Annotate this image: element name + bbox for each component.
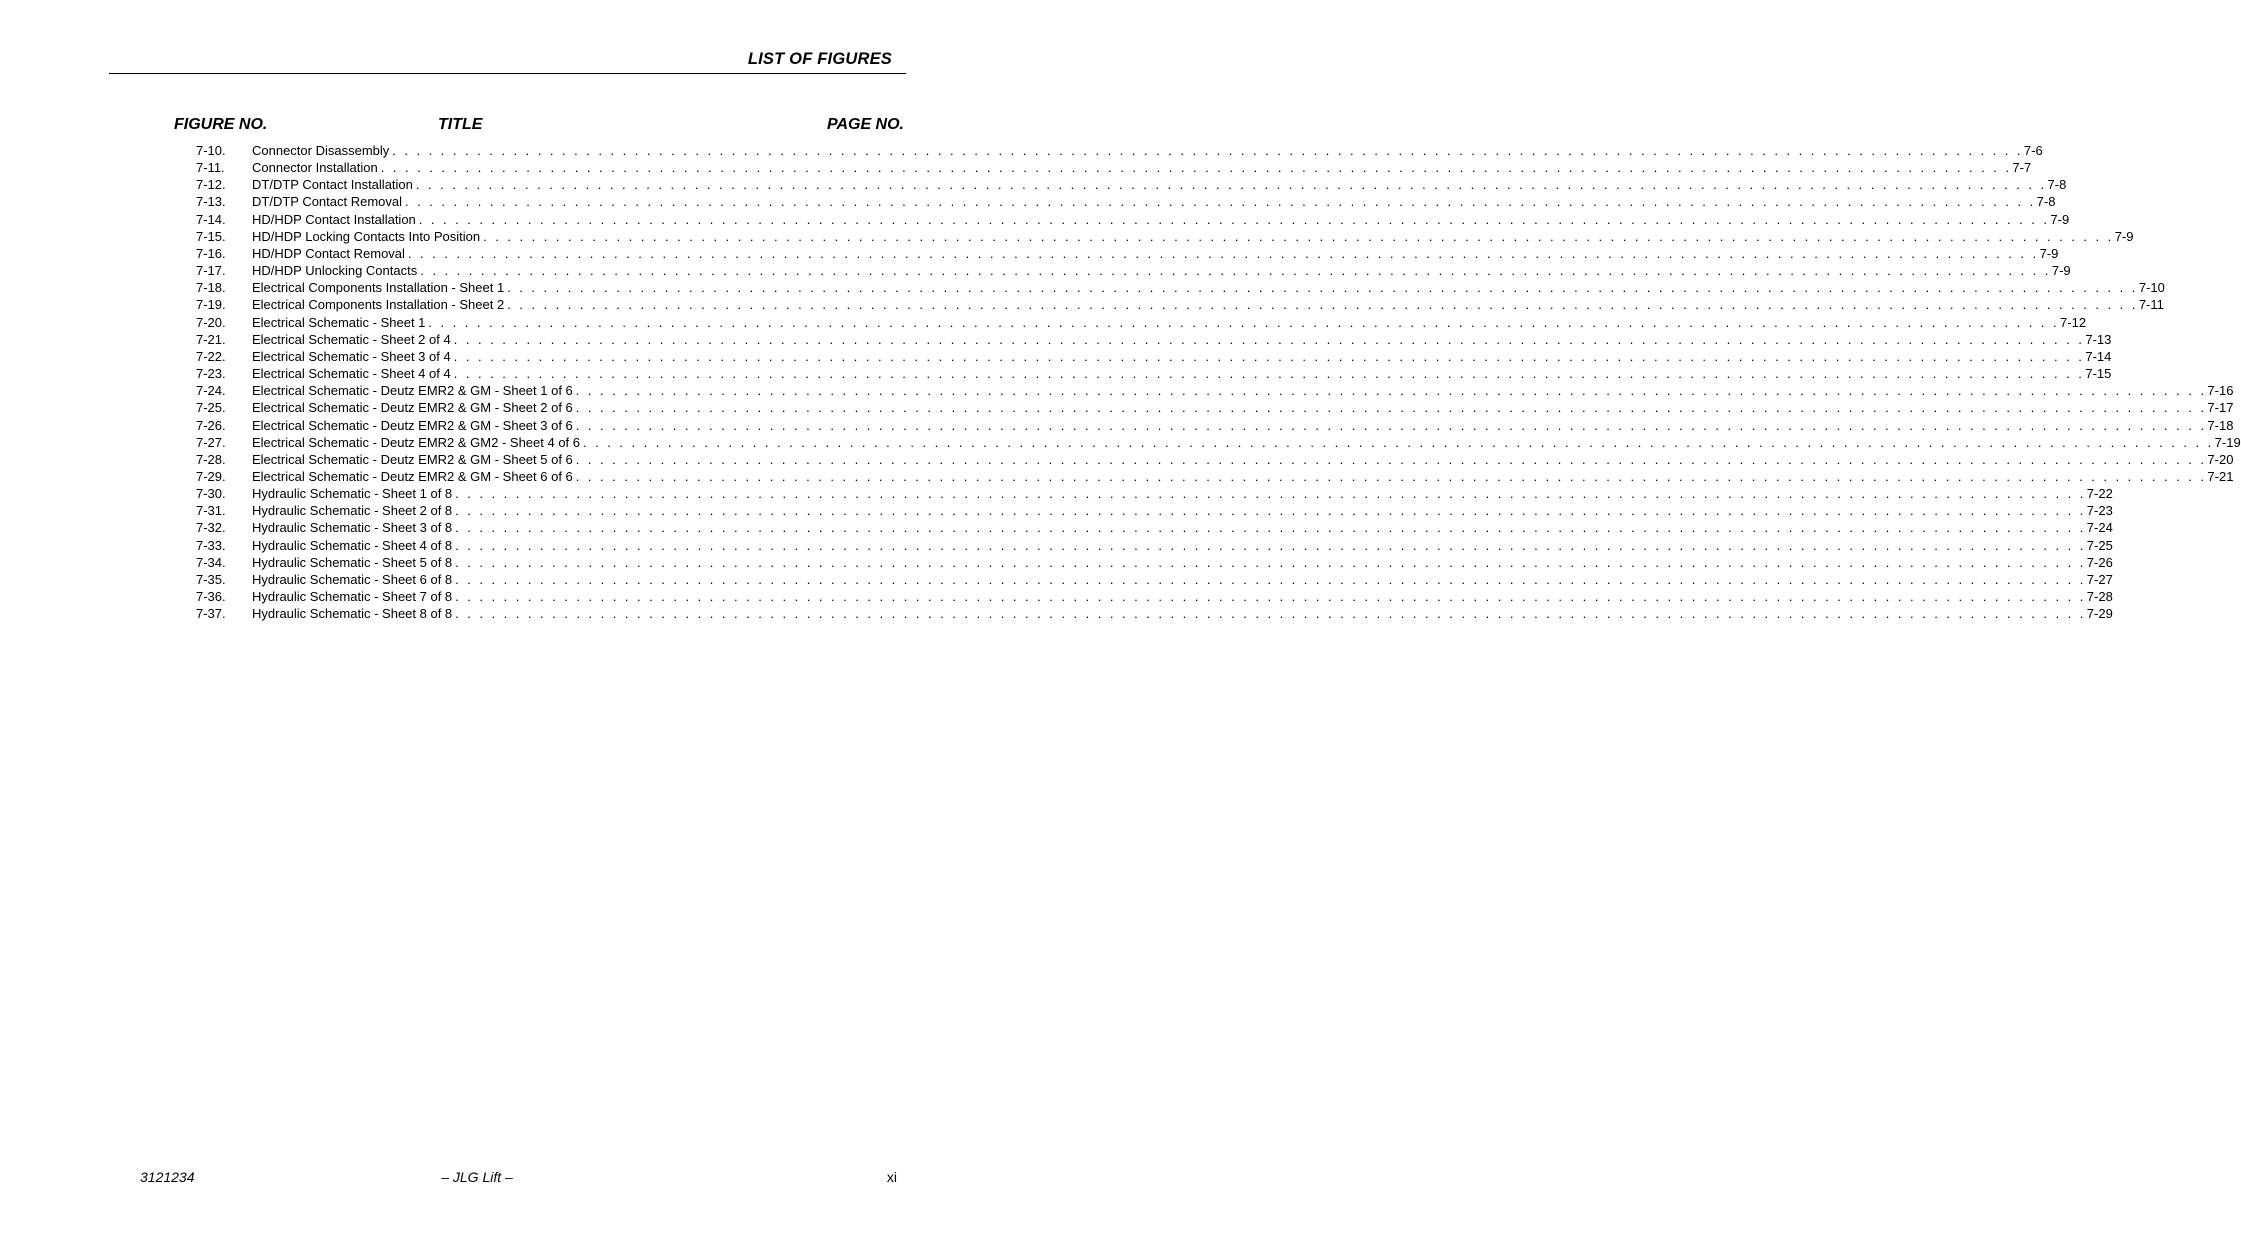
figure-number: 7-16. (196, 245, 226, 261)
list-item (196, 606, 2113, 623)
dot-leader: . . . . . . . . . . . . . . . . . . . . . . . . . . . . . . . . . . . . . . . . . . . . . . . . . . . . . . . . . . . . . . . . . . . . . . . . . . . . . . . . . . . . . . . . . . . . . . . . . . . . . . . . . . . . . . . . . . . . . . . . . . . . . . . . . . . . . . . (575, 417, 2207, 433)
figure-title: Electrical Schematic - Deutz EMR2 & GM - Sheet 1 of 6 (252, 383, 576, 398)
dot-leader: . . . . . . . . . . . . . . . . . . . . . . . . . . . . . . . . . . . . . . . . . . . . . . . . . . . . . . . . . . . . . . . . . . . . . . . . . . . . . . . . . . . . . . . . . . . . . . . . . . . . . . . . . . . . . . . . . . . . . . . . . . . . . . . . . . . . . . . (455, 606, 2086, 622)
figure-title: HD/HDP Unlocking Contacts (252, 263, 420, 278)
list-item (196, 451, 2234, 469)
figure-title: Electrical Schematic - Deutz EMR2 & GM - Sheet 6 of 6 (252, 469, 576, 484)
figure-title: Hydraulic Schematic - Sheet 6 of 8 (252, 572, 455, 587)
figure-page: 7-23 (2086, 503, 2113, 519)
figure-page: 7-16 (2207, 383, 2234, 399)
figure-title: Connector Disassembly (252, 143, 392, 158)
figure-title: Electrical Components Installation - Sheet 1 (252, 280, 507, 295)
figure-title: Electrical Components Installation - Sheet 2 (252, 297, 507, 312)
list-item (196, 537, 2113, 555)
list-item (196, 143, 2043, 160)
figure-number: 7-22. (196, 348, 226, 364)
list-item (196, 503, 2113, 520)
dot-leader: . . . . . . . . . . . . . . . . . . . . . . . . . . . . . . . . . . . . . . . . . . . . . . . . . . . . . . . . . . . . . . . . . . . . . . . . . . . . . . . . . . . . . . . . . . . . . . . . . . . . . . . . . . . . . . . . . . . . . . . . . . . . . . . . . . . . . . . (575, 400, 2207, 416)
dot-leader: . . . . . . . . . . . . . . . . . . . . . . . . . . . . . . . . . . . . . . . . . . . . . . . . . . . . . . . . . . . . . . . . . . . . . . . . . . . . . . . . . . . . . . . . . . . . . . . . . . . . . . . . . . . . . . . . . . . . . . . . . . . . . . . . . . . . . . . (380, 160, 2012, 176)
figure-title: Hydraulic Schematic - Sheet 8 of 8 (252, 606, 455, 621)
figure-page: 7-24 (2086, 520, 2113, 536)
dot-leader: . . . . . . . . . . . . . . . . . . . . . . . . . . . . . . . . . . . . . . . . . . . . . . . . . . . . . . . . . . . . . . . . . . . . . . . . . . . . . . . . . . . . . . . . . . . . . . . . . . . . . . . . . . . . . . . . . . . . . . . . . . . . . . . . . . . . . . . (507, 297, 2138, 313)
list-item (196, 194, 2056, 211)
figure-title: Electrical Schematic - Deutz EMR2 & GM - Sheet 3 of 6 (252, 418, 576, 433)
list-item (196, 400, 2234, 417)
figure-number: 7-25. (196, 400, 226, 416)
figure-page: 7-10 (2138, 280, 2165, 296)
figure-page: 7-8 (2047, 177, 2067, 193)
figure-page: 7-19 (2214, 434, 2241, 450)
figure-number: 7-36. (196, 589, 226, 605)
figure-page: 7-15 (2085, 366, 2112, 382)
figure-list (196, 143, 2241, 623)
figure-title: Electrical Schematic - Deutz EMR2 & GM - Sheet 5 of 6 (252, 452, 576, 467)
list-item (196, 245, 2059, 263)
figure-title: HD/HDP Contact Installation (252, 212, 419, 227)
list-item (196, 177, 2067, 194)
figure-title: Electrical Schematic - Sheet 1 (252, 315, 428, 330)
list-item (196, 160, 2032, 177)
figure-title: HD/HDP Locking Contacts Into Position (252, 229, 483, 244)
figure-number: 7-31. (196, 503, 226, 519)
figure-title: Electrical Schematic - Deutz EMR2 & GM - Sheet 2 of 6 (252, 400, 576, 415)
dot-leader: . . . . . . . . . . . . . . . . . . . . . . . . . . . . . . . . . . . . . . . . . . . . . . . . . . . . . . . . . . . . . . . . . . . . . . . . . . . . . . . . . . . . . . . . . . . . . . . . . . . . . . . . . . . . . . . . . . . . . . . . . . . . . . . . . . . . . . . (455, 571, 2086, 587)
figure-number: 7-30. (196, 486, 226, 502)
list-item (196, 589, 2113, 606)
figure-page: 7-9 (2039, 245, 2059, 261)
figure-number: 7-28. (196, 451, 226, 467)
figure-page: 7-7 (2012, 160, 2032, 176)
list-item (196, 211, 2070, 229)
figure-number: 7-10. (196, 143, 226, 158)
figure-page: 7-21 (2207, 468, 2234, 484)
list-item (196, 417, 2234, 435)
figure-page: 7-22 (2086, 486, 2113, 502)
dot-leader: . . . . . . . . . . . . . . . . . . . . . . . . . . . . . . . . . . . . . . . . . . . . . . . . . . . . . . . . . . . . . . . . . . . . . . . . . . . . . . . . . . . . . . . . . . . . . . . . . . . . . . . . . . . . . . . . . . . . . . . . . . . . . . . . . . . . . . . (575, 383, 2207, 399)
list-item (196, 314, 2087, 332)
figure-number: 7-24. (196, 383, 226, 399)
figure-number: 7-12. (196, 177, 226, 193)
list-item (196, 228, 2134, 246)
footer-doc-number: 3121234 (140, 1169, 195, 1185)
list-item (196, 263, 2071, 280)
figure-page: 7-12 (2060, 314, 2087, 330)
footer-page-number: xi (886, 1169, 897, 1185)
dot-leader: . . . . . . . . . . . . . . . . . . . . . . . . . . . . . . . . . . . . . . . . . . . . . . . . . . . . . . . . . . . . . . . . . . . . . . . . . . . . . . . . . . . . . . . . . . . . . . . . . . . . . . . . . . . . . . . . . . . . . . . . . . . . . . . . . . . . . . . (575, 468, 2207, 484)
figure-title: Hydraulic Schematic - Sheet 1 of 8 (252, 486, 455, 501)
dot-leader: . . . . . . . . . . . . . . . . . . . . . . . . . . . . . . . . . . . . . . . . . . . . . . . . . . . . . . . . . . . . . . . . . . . . . . . . . . . . . . . . . . . . . . . . . . . . . . . . . . . . . . . . . . . . . . . . . . . . . . . . . . . . . . . . . . . . . . . (405, 194, 2036, 210)
figure-page: 7-18 (2207, 417, 2234, 433)
dot-leader: . . . . . . . . . . . . . . . . . . . . . . . . . . . . . . . . . . . . . . . . . . . . . . . . . . . . . . . . . . . . . . . . . . . . . . . . . . . . . . . . . . . . . . . . . . . . . . . . . . . . . . . . . . . . . . . . . . . . . . . . . . . . . . . . . . . . . . . (455, 486, 2086, 502)
figure-title: Electrical Schematic - Sheet 4 of 4 (252, 366, 454, 381)
list-item (196, 434, 2241, 452)
figure-number: 7-23. (196, 366, 226, 382)
figure-number: 7-33. (196, 537, 226, 553)
figure-title: Hydraulic Schematic - Sheet 4 of 8 (252, 538, 455, 553)
list-item (196, 383, 2234, 400)
figure-number: 7-29. (196, 468, 226, 484)
dot-leader: . . . . . . . . . . . . . . . . . . . . . . . . . . . . . . . . . . . . . . . . . . . . . . . . . . . . . . . . . . . . . . . . . . . . . . . . . . . . . . . . . . . . . . . . . . . . . . . . . . . . . . . . . . . . . . . . . . . . . . . . . . . . . . . . . . . . . . . (453, 331, 2085, 347)
figure-page: 7-20 (2207, 451, 2234, 467)
figure-title: Connector Installation (252, 160, 381, 175)
figure-title: DT/DTP Contact Removal (252, 194, 405, 209)
figure-title: DT/DTP Contact Installation (252, 177, 416, 192)
list-item (196, 366, 2112, 383)
list-item (196, 571, 2113, 589)
figure-title: HD/HDP Contact Removal (252, 246, 408, 261)
dot-leader: . . . . . . . . . . . . . . . . . . . . . . . . . . . . . . . . . . . . . . . . . . . . . . . . . . . . . . . . . . . . . . . . . . . . . . . . . . . . . . . . . . . . . . . . . . . . . . . . . . . . . . . . . . . . . . . . . . . . . . . . . . . . . . . . . . . . . . . (407, 245, 2039, 261)
figure-number: 7-35. (196, 571, 226, 587)
figure-page: 7-9 (2050, 211, 2070, 227)
list-item (196, 280, 2165, 297)
figure-number: 7-34. (196, 554, 226, 570)
dot-leader: . . . . . . . . . . . . . . . . . . . . . . . . . . . . . . . . . . . . . . . . . . . . . . . . . . . . . . . . . . . . . . . . . . . . . . . . . . . . . . . . . . . . . . . . . . . . . . . . . . . . . . . . . . . . . . . . . . . . . . . . . . . . . . . . . . . . . . . (453, 366, 2085, 382)
figure-number: 7-13. (196, 194, 226, 210)
figure-title: Hydraulic Schematic - Sheet 5 of 8 (252, 555, 455, 570)
figure-number: 7-32. (196, 520, 226, 536)
figure-number: 7-18. (196, 280, 226, 296)
dot-leader: . . . . . . . . . . . . . . . . . . . . . . . . . . . . . . . . . . . . . . . . . . . . . . . . . . . . . . . . . . . . . . . . . . . . . . . . . . . . . . . . . . . . . . . . . . . . . . . . . . . . . . . . . . . . . . . . . . . . . . . . . . . . . . . . . . . . . . . (507, 280, 2138, 296)
figure-number: 7-19. (196, 297, 226, 313)
list-item (196, 331, 2112, 349)
figure-page: 7-6 (2023, 143, 2043, 158)
dot-leader: . . . . . . . . . . . . . . . . . . . . . . . . . . . . . . . . . . . . . . . . . . . . . . . . . . . . . . . . . . . . . . . . . . . . . . . . . . . . . . . . . . . . . . . . . . . . . . . . . . . . . . . . . . . . . . . . . . . . . . . . . . . . . . . . . . . . . . . (455, 554, 2086, 570)
figure-number: 7-15. (196, 228, 226, 244)
dot-leader: . . . . . . . . . . . . . . . . . . . . . . . . . . . . . . . . . . . . . . . . . . . . . . . . . . . . . . . . . . . . . . . . . . . . . . . . . . . . . . . . . . . . . . . . . . . . . . . . . . . . . . . . . . . . . . . . . . . . . . . . . . . . . . . . . . . . . . . (392, 143, 2023, 158)
dot-leader: . . . . . . . . . . . . . . . . . . . . . . . . . . . . . . . . . . . . . . . . . . . . . . . . . . . . . . . . . . . . . . . . . . . . . . . . . . . . . . . . . . . . . . . . . . . . . . . . . . . . . . . . . . . . . . . . . . . . . . . . . . . . . . . . . . . . . . . (455, 503, 2086, 519)
figure-page: 7-26 (2086, 554, 2113, 570)
figure-number: 7-27. (196, 434, 226, 450)
figure-number: 7-20. (196, 314, 226, 330)
dot-leader: . . . . . . . . . . . . . . . . . . . . . . . . . . . . . . . . . . . . . . . . . . . . . . . . . . . . . . . . . . . . . . . . . . . . . . . . . . . . . . . . . . . . . . . . . . . . . . . . . . . . . . . . . . . . . . . . . . . . . . . . . . . . . . . . . . . . . . . (455, 520, 2086, 536)
dot-leader: . . . . . . . . . . . . . . . . . . . . . . . . . . . . . . . . . . . . . . . . . . . . . . . . . . . . . . . . . . . . . . . . . . . . . . . . . . . . . . . . . . . . . . . . . . . . . . . . . . . . . . . . . . . . . . . . . . . . . . . . . . . . . . . . . . . . . . . (418, 211, 2050, 227)
dot-leader: . . . . . . . . . . . . . . . . . . . . . . . . . . . . . . . . . . . . . . . . . . . . . . . . . . . . . . . . . . . . . . . . . . . . . . . . . . . . . . . . . . . . . . . . . . . . . . . . . . . . . . . . . . . . . . . . . . . . . . . . . . . . . . . . . . . . . . . (455, 537, 2086, 553)
figure-title: Electrical Schematic - Sheet 2 of 4 (252, 332, 454, 347)
figure-page: 7-9 (2051, 263, 2071, 279)
dot-leader: . . . . . . . . . . . . . . . . . . . . . . . . . . . . . . . . . . . . . . . . . . . . . . . . . . . . . . . . . . . . . . . . . . . . . . . . . . . . . . . . . . . . . . . . . . . . . . . . . . . . . . . . . . . . . . . . . . . . . . . . . . . . . . . . . . . . . . . (575, 451, 2207, 467)
figure-page: 7-11 (2138, 297, 2164, 313)
figure-page: 7-13 (2085, 331, 2112, 347)
page-title: LIST OF FIGURES (747, 50, 892, 68)
list-item (196, 297, 2164, 314)
dot-leader: . . . . . . . . . . . . . . . . . . . . . . . . . . . . . . . . . . . . . . . . . . . . . . . . . . . . . . . . . . . . . . . . . . . . . . . . . . . . . . . . . . . . . . . . . . . . . . . . . . . . . . . . . . . . . . . . . . . . . . . . . . . . . . . . . . . . . . . (428, 314, 2060, 330)
list-item (196, 468, 2234, 486)
figure-page: 7-8 (2036, 194, 2056, 210)
figure-title: Hydraulic Schematic - Sheet 7 of 8 (252, 589, 455, 604)
figure-number: 7-21. (196, 331, 226, 347)
figure-page: 7-29 (2086, 606, 2113, 622)
list-item (196, 486, 2113, 503)
figure-page: 7-27 (2086, 571, 2113, 587)
figure-title: Electrical Schematic - Sheet 3 of 4 (252, 349, 454, 364)
list-item (196, 554, 2113, 572)
column-header-figure-no: FIGURE NO. (174, 116, 268, 133)
figure-number: 7-26. (196, 417, 226, 433)
dot-leader: . . . . . . . . . . . . . . . . . . . . . . . . . . . . . . . . . . . . . . . . . . . . . . . . . . . . . . . . . . . . . . . . . . . . . . . . . . . . . . . . . . . . . . . . . . . . . . . . . . . . . . . . . . . . . . . . . . . . . . . . . . . . . . . . . . . . . . . (453, 348, 2085, 364)
figure-number: 7-11. (196, 160, 225, 176)
figure-page: 7-17 (2207, 400, 2234, 416)
dot-leader: . . . . . . . . . . . . . . . . . . . . . . . . . . . . . . . . . . . . . . . . . . . . . . . . . . . . . . . . . . . . . . . . . . . . . . . . . . . . . . . . . . . . . . . . . . . . . . . . . . . . . . . . . . . . . . . . . . . . . . . . . . . . . . . . . . . . . . . (583, 434, 2214, 450)
list-item (196, 348, 2112, 366)
figure-number: 7-37. (196, 606, 226, 622)
header-rule (109, 73, 906, 74)
figure-page: 7-9 (2114, 228, 2134, 244)
figure-title: Electrical Schematic - Deutz EMR2 & GM2 - Sheet 4 of 6 (252, 435, 583, 450)
list-item (196, 520, 2113, 537)
figure-page: 7-14 (2085, 348, 2112, 364)
column-header-page-no: PAGE NO. (826, 116, 904, 133)
dot-leader: . . . . . . . . . . . . . . . . . . . . . . . . . . . . . . . . . . . . . . . . . . . . . . . . . . . . . . . . . . . . . . . . . . . . . . . . . . . . . . . . . . . . . . . . . . . . . . . . . . . . . . . . . . . . . . . . . . . . . . . . . . . . . . . . . . . . . . . (455, 589, 2086, 605)
column-header-title: TITLE (438, 116, 483, 133)
figure-title: Hydraulic Schematic - Sheet 3 of 8 (252, 520, 455, 535)
dot-leader: . . . . . . . . . . . . . . . . . . . . . . . . . . . . . . . . . . . . . . . . . . . . . . . . . . . . . . . . . . . . . . . . . . . . . . . . . . . . . . . . . . . . . . . . . . . . . . . . . . . . . . . . . . . . . . . . . . . . . . . . . . . . . . . . . . . . . . . (415, 177, 2047, 193)
dot-leader: . . . . . . . . . . . . . . . . . . . . . . . . . . . . . . . . . . . . . . . . . . . . . . . . . . . . . . . . . . . . . . . . . . . . . . . . . . . . . . . . . . . . . . . . . . . . . . . . . . . . . . . . . . . . . . . . . . . . . . . . . . . . . . . . . . . . . . . (420, 263, 2051, 279)
figure-page: 7-28 (2086, 589, 2113, 605)
figure-page: 7-25 (2086, 537, 2113, 553)
dot-leader: . . . . . . . . . . . . . . . . . . . . . . . . . . . . . . . . . . . . . . . . . . . . . . . . . . . . . . . . . . . . . . . . . . . . . . . . . . . . . . . . . . . . . . . . . . . . . . . . . . . . . . . . . . . . . . . . . . . . . . . . . . . . . . . . . . . . . . . (483, 228, 2114, 244)
footer-center-text: – JLG Lift – (441, 1169, 513, 1185)
figure-title: Hydraulic Schematic - Sheet 2 of 8 (252, 503, 455, 518)
figure-number: 7-17. (196, 263, 226, 279)
figure-number: 7-14. (196, 211, 226, 227)
